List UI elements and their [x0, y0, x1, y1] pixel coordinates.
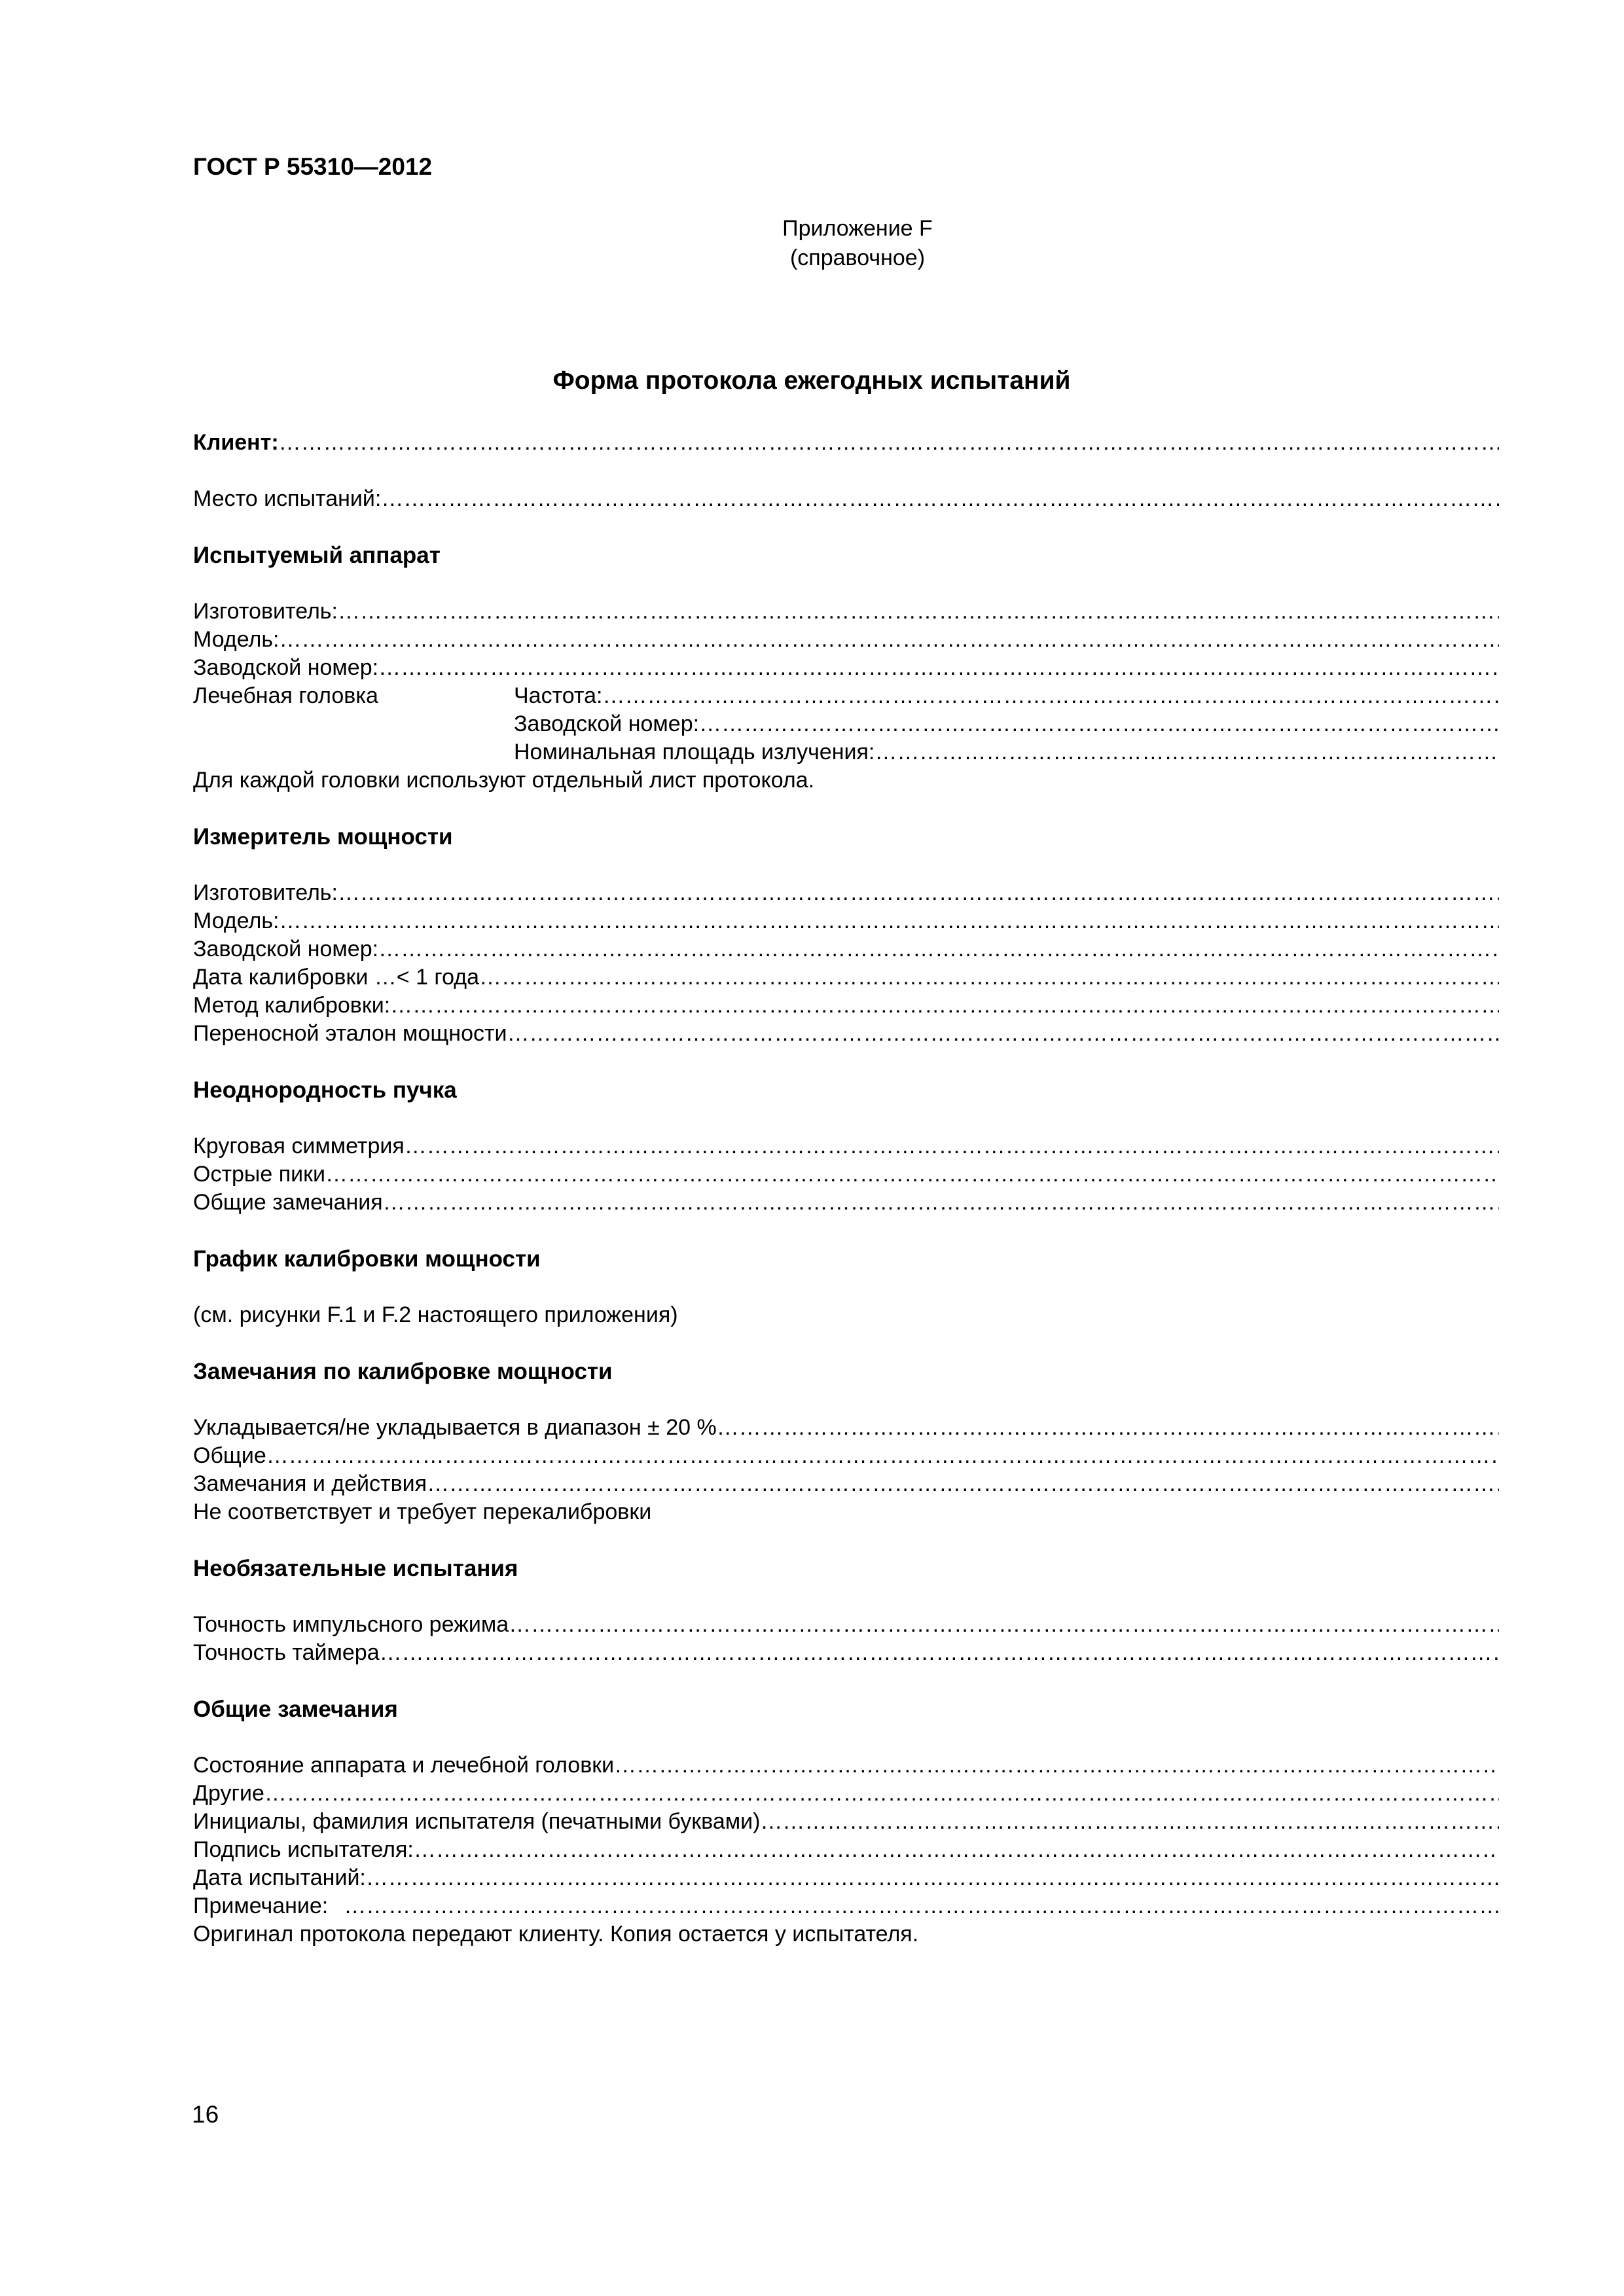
page-number: 16	[192, 2101, 219, 2128]
fill-line[interactable]	[380, 1640, 1499, 1666]
fill-line[interactable]	[390, 993, 1499, 1018]
field-label: Другие	[193, 1781, 264, 1806]
fill-line[interactable]	[383, 1190, 1499, 1215]
field-label: Точность таймера	[193, 1640, 380, 1665]
field-label: Укладывается/не укладывается в диапазон ± 20 %	[193, 1415, 717, 1440]
field-head-frequency[interactable]	[514, 683, 1499, 712]
field-pulse-accuracy[interactable]	[193, 1612, 1499, 1641]
fill-line[interactable]	[479, 965, 1499, 990]
field-client[interactable]	[193, 430, 1499, 459]
field-label: Примечание:	[193, 1893, 329, 1918]
fill-line[interactable]	[366, 1865, 1499, 1891]
field-tester-signature[interactable]	[193, 1837, 1499, 1866]
fill-line[interactable]	[875, 740, 1499, 765]
fill-line[interactable]	[760, 1809, 1499, 1835]
field-label: Заводской номер:	[193, 937, 379, 961]
field-label: Дата испытаний:	[193, 1865, 366, 1890]
field-label: Номинальная площадь излучения:	[514, 740, 875, 764]
field-label: Точность импульсного режима	[193, 1612, 509, 1637]
field-head-nominal-area[interactable]	[514, 740, 1499, 768]
field-label: Замечания и действия	[193, 1471, 427, 1496]
section-heading-apparatus: Испытуемый аппарат	[193, 543, 441, 568]
document-code: ГОСТ Р 55310—2012	[193, 153, 433, 180]
fill-line[interactable]	[266, 1443, 1499, 1469]
field-calibration-date[interactable]	[193, 965, 1499, 994]
field-apparatus-condition[interactable]	[193, 1753, 1499, 1782]
field-head-serial[interactable]	[514, 711, 1499, 740]
field-calibration-method[interactable]	[193, 993, 1499, 1022]
field-beam-remarks[interactable]	[193, 1190, 1499, 1219]
figure-reference: (см. рисунки F.1 и F.2 настоящего приложения)	[193, 1302, 678, 1327]
field-label: Клиент:	[193, 430, 279, 455]
fill-line[interactable]	[279, 627, 1499, 653]
field-remark[interactable]	[193, 1893, 1499, 1922]
field-apparatus-model[interactable]	[193, 627, 1499, 656]
appendix-label: Приложение F	[782, 216, 933, 241]
field-label: Место испытаний:	[193, 486, 382, 511]
field-label: Заводской номер:	[514, 711, 700, 736]
section-heading-beam: Неоднородность пучка	[193, 1077, 457, 1103]
treatment-head-label: Лечебная головка	[193, 683, 378, 708]
field-meter-manufacturer[interactable]	[193, 880, 1499, 909]
field-meter-serial[interactable]	[193, 937, 1499, 965]
field-portable-standard[interactable]	[193, 1021, 1499, 1050]
field-sharp-peaks[interactable]	[193, 1162, 1499, 1191]
field-label: Изготовитель:	[193, 880, 338, 905]
section-heading-optional-tests: Необязательные испытания	[193, 1556, 518, 1581]
fill-line[interactable]	[344, 1893, 1499, 1919]
field-tester-name[interactable]	[193, 1809, 1499, 1838]
field-test-place[interactable]	[193, 486, 1499, 515]
field-label: Инициалы, фамилия испытателя (печатными буквами)	[193, 1809, 761, 1834]
fill-line[interactable]	[509, 1612, 1499, 1638]
field-other[interactable]	[193, 1781, 1499, 1810]
fill-line[interactable]	[699, 711, 1499, 737]
field-label: Дата калибровки …< 1 года	[193, 965, 479, 990]
section-heading-general-remarks: Общие замечания	[193, 1696, 398, 1722]
field-label: Общие	[193, 1443, 266, 1468]
field-label: Изготовитель:	[193, 599, 338, 624]
field-test-date[interactable]	[193, 1865, 1499, 1894]
fill-line[interactable]	[279, 908, 1499, 934]
field-remarks-actions[interactable]	[193, 1471, 1499, 1500]
field-circular-symmetry[interactable]	[193, 1134, 1499, 1162]
form-title: Форма протокола ежегодных испытаний	[552, 367, 1071, 395]
field-label: Частота:	[514, 683, 603, 708]
field-label: Общие замечания	[193, 1190, 383, 1215]
fill-line[interactable]	[717, 1415, 1499, 1441]
field-label: Модель:	[193, 908, 280, 933]
fill-line[interactable]	[378, 655, 1499, 681]
fill-line[interactable]	[264, 1781, 1499, 1806]
fill-line[interactable]	[381, 486, 1499, 512]
field-calibration-general[interactable]	[193, 1443, 1499, 1472]
field-meter-model[interactable]	[193, 908, 1499, 937]
fill-line[interactable]	[405, 1134, 1499, 1159]
fill-line[interactable]	[325, 1162, 1499, 1187]
field-label: Круговая симметрия	[193, 1134, 405, 1158]
fill-line[interactable]	[338, 880, 1499, 906]
section-heading-calibration-graph: График калибровки мощности	[193, 1246, 541, 1272]
fill-line[interactable]	[602, 683, 1499, 709]
fill-line[interactable]	[507, 1021, 1499, 1047]
fill-line[interactable]	[378, 937, 1499, 962]
apparatus-note: Для каждой головки используют отдельный лист протокола.	[193, 768, 815, 793]
field-label: Подпись испытателя:	[193, 1837, 414, 1862]
fill-line[interactable]	[338, 599, 1499, 624]
field-label: Состояние аппарата и лечебной головки	[193, 1753, 615, 1778]
field-timer-accuracy[interactable]	[193, 1640, 1499, 1669]
fill-line[interactable]	[614, 1753, 1499, 1778]
field-label: Модель:	[193, 627, 280, 652]
field-label: Заводской номер:	[193, 655, 379, 680]
field-apparatus-serial[interactable]	[193, 655, 1499, 684]
field-label: Переносной эталон мощности	[193, 1021, 507, 1046]
field-apparatus-manufacturer[interactable]	[193, 599, 1499, 628]
appendix-type: (справочное)	[789, 245, 926, 270]
section-heading-power-meter: Измеритель мощности	[193, 824, 453, 850]
section-heading-calibration-remarks: Замечания по калибровке мощности	[193, 1359, 613, 1384]
field-within-range[interactable]	[193, 1415, 1499, 1444]
final-note: Оригинал протокола передают клиенту. Копия остается у испытателя.	[193, 1922, 919, 1946]
field-label: Острые пики	[193, 1162, 325, 1187]
fill-line[interactable]	[414, 1837, 1499, 1863]
fill-line[interactable]	[279, 430, 1499, 456]
fill-line[interactable]	[427, 1471, 1499, 1497]
recalibration-note: Не соответствует и требует перекалибровки	[193, 1499, 652, 1524]
field-label: Метод калибровки:	[193, 993, 391, 1018]
